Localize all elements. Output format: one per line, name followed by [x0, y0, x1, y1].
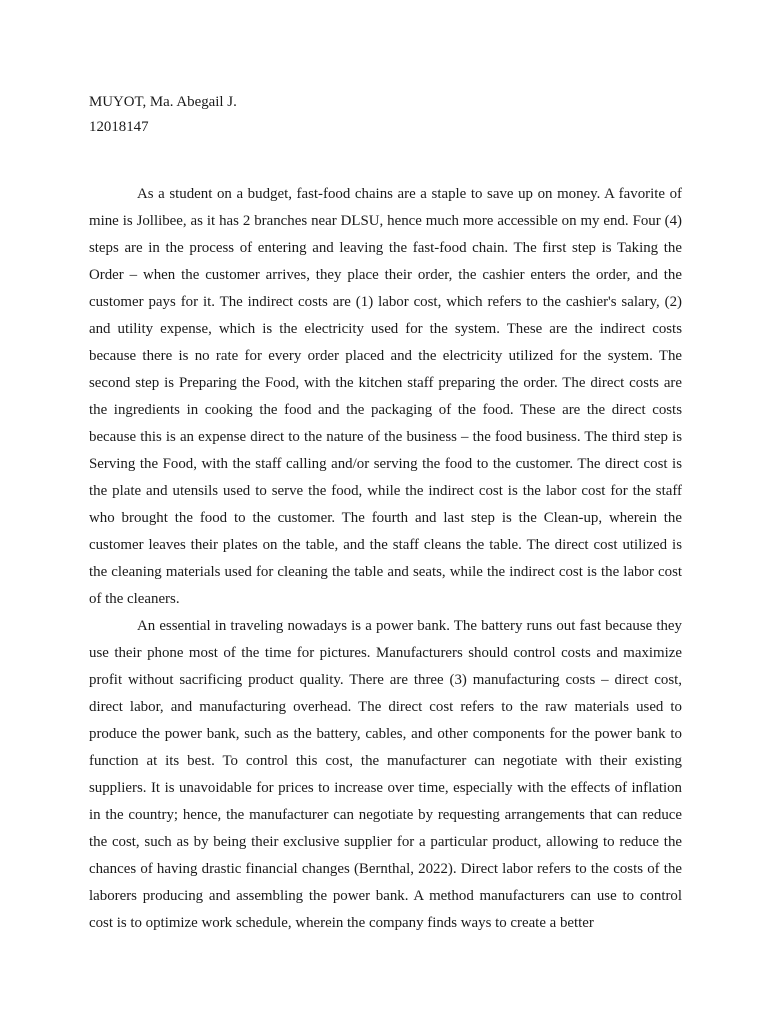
paragraph-power-bank: An essential in traveling nowadays is a power bank. The battery runs out fast because they use their phone most of the time for pictures. Manufacturers should control costs and maximize profit without sacrificing product quality. There are three (3) manufacturing costs – direct cost, direct labor, and manufacturing overhead. The direct cost refers to the raw materials used to produce the power bank, such as the battery, cables, and other components for the power bank to function at its best. To control this cost, the manufacturer can negotiate with their existing suppliers. It is unavoidable for prices to increase over time, especially with the effects of inflation in the country; hence, the manufacturer can negotiate by requesting arrangements that can reduce the cost, such as by being their exclusive supplier for a particular product, allowing to reduce the chances of having drastic financial changes (Bernthal, 2022). Direct labor refers to the costs of the laborers producing and assembling the power bank. A method manufacturers can use to control cost is to optimize work schedule, wherein the company finds ways to create a better: [89, 618, 682, 931]
paragraph-fast-food: As a student on a budget, fast-food chains are a staple to save up on money. A favorite of mine is Jollibee, as it has 2 branches near DLSU, hence much more accessible on my end. Four (4) steps are in the process of entering and leaving the fast-food chain. The first step is Taking the Order – when the customer arrives, they place their order, the cashier enters the order, and the customer pays for it. The indirect costs are (1) labor cost, which refers to the cashier's salary, (2) and utility expense, which is the electricity used for the system. These are the indirect costs because there is no rate for every order placed and the electricity utilized for the system. The second step is Preparing the Food, with the kitchen staff preparing the order. The direct costs are the ingredients in cooking the food and the packaging of the food. These are the direct costs because this is an expense direct to the nature of the business – the food business. The third step is Serving the Food, with the staff calling and/or serving the food to the customer. The direct cost is the plate and utensils used to serve the food, while the indirect cost is the labor cost for the staff who brought the food to the customer. The fourth and last step is the Clean-up, wherein the customer leaves their plates on the table, and the staff cleans the table. The direct cost utilized is the cleaning materials used for cleaning the table and seats, while the indirect cost is the labor cost of the cleaners.: [89, 186, 682, 607]
essay-text: [89, 181, 682, 937]
author-name: MUYOT, Ma. Abegail J.: [89, 94, 237, 110]
student-id: 12018147: [89, 119, 149, 135]
document-body: [89, 90, 682, 937]
